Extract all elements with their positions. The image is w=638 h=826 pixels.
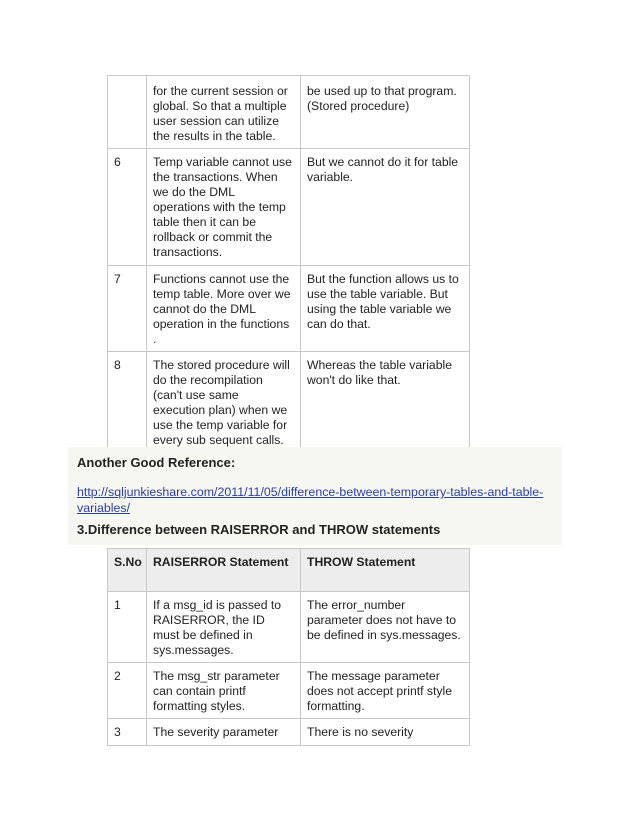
table-variable-cell: Whereas the table variable won't do like that. <box>301 352 470 453</box>
sno-cell: 7 <box>108 266 147 352</box>
sno-cell: 8 <box>108 352 147 453</box>
temp-table-cell: The stored procedure will do the recompilation (can't use same execution plan) when we use the temp variable for every sub sequent calls. <box>147 352 301 453</box>
throw-cell: The message parameter does not accept printf style formatting. <box>301 663 470 719</box>
temp-vs-table-variable-table <box>107 75 470 453</box>
reference-heading: Another Good Reference: <box>77 455 236 470</box>
table-variable-cell: But we cannot do it for table variable. <box>301 149 470 266</box>
table-row <box>108 149 470 266</box>
reference-link[interactable]: http://sqljunkieshare.com/2011/11/05/difference-between-temporary-tables-and-table-variables/ <box>77 485 544 515</box>
raiserror-cell: The msg_str parameter can contain printf formatting styles. <box>147 663 301 719</box>
sno-cell: 3 <box>108 719 147 746</box>
table-row <box>108 76 470 149</box>
sno-header: S.No <box>108 549 147 592</box>
sno-cell: 6 <box>108 149 147 266</box>
sno-cell: 2 <box>108 663 147 719</box>
raiserror-vs-throw-table <box>107 548 470 746</box>
raiserror-cell: The severity parameter <box>147 719 301 746</box>
table-variable-cell: But the function allows us to use the table variable. But using the table variable we can do that. <box>301 266 470 352</box>
sno-cell <box>108 76 147 149</box>
throw-header: THROW Statement <box>301 549 470 592</box>
table-variable-cell: be used up to that program. (Stored procedure) <box>301 76 470 149</box>
table-row <box>108 352 470 453</box>
raiserror-header: RAISERROR Statement <box>147 549 301 592</box>
raiserror-cell: If a msg_id is passed to RAISERROR, the ID must be defined in sys.messages. <box>147 592 301 663</box>
throw-cell: The error_number parameter does not have to be defined in sys.messages. <box>301 592 470 663</box>
temp-table-cell: Functions cannot use the temp table. More over we cannot do the DML operation in the functions . <box>147 266 301 352</box>
throw-cell: There is no severity <box>301 719 470 746</box>
section-heading: 3.Difference between RAISERROR and THROW statements <box>77 522 441 537</box>
temp-table-cell: for the current session or global. So that a multiple user session can utilize the results in the table. <box>147 76 301 149</box>
sno-cell: 1 <box>108 592 147 663</box>
table-row <box>108 663 470 719</box>
temp-table-cell: Temp variable cannot use the transactions. When we do the DML operations with the temp table then it can be rollback or commit the transactions. <box>147 149 301 266</box>
table-row <box>108 592 470 663</box>
table-row <box>108 266 470 352</box>
table-header-row <box>108 549 470 592</box>
table-row <box>108 719 470 746</box>
